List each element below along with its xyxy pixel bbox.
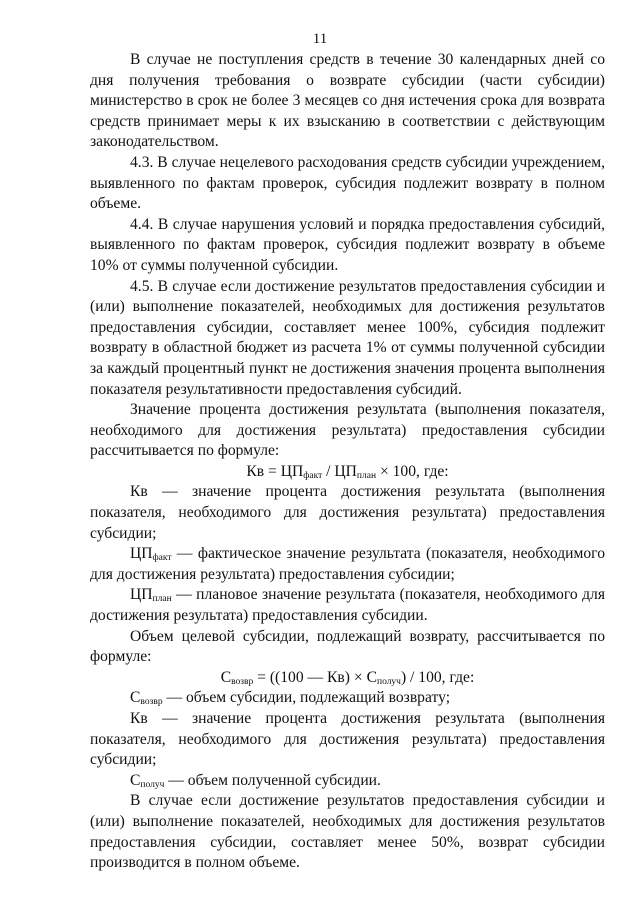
paragraph-refund-deadline: В случае не поступления средств в течение 30 календарных дней со дня получения требования о возврате субсидии (части субсидии) министерство в срок не более 3 месяцев со дня истечения срока для возврата средств принимает меры к их взысканию в соответствии с действующим законодательством.	[90, 51, 605, 151]
definition-cp-plan-sub: план	[152, 594, 172, 605]
definition-cp-plan-text: — плановое значение результата (показателя, необходимого для достижения результата) предоставления субсидии.	[90, 586, 605, 625]
definition-c-poluch-symbol: С	[130, 771, 141, 789]
formula-kv-lhs: Кв = ЦП	[246, 462, 304, 480]
formula-kv-sub-fact: факт	[303, 470, 323, 481]
definition-c-vozvr-sub: возвр	[140, 697, 163, 708]
definition-cp-fact-sub: факт	[152, 553, 172, 564]
formula-c-vozvr-a: С	[220, 668, 232, 686]
definition-c-poluch	[90, 771, 605, 792]
formula-c-vozvr-sub-vozvr: возвр	[231, 676, 254, 687]
definition-kv: Кв — значение процента достижения результата (выполнения показателя, необходимого для достижения результата) предоставления субсидии;	[90, 483, 605, 542]
formula-kv-mid: / ЦП	[322, 462, 357, 480]
formula-c-vozvr-sub-poluch: получ	[376, 676, 401, 687]
formula-c-vozvr-b: = ((100 — Кв) × С	[253, 668, 377, 686]
definition-c-vozvr	[90, 688, 605, 709]
formula-c-vozvr	[90, 668, 605, 689]
formula-kv-rhs: × 100, где:	[376, 462, 449, 480]
document-body	[90, 50, 605, 874]
definition-c-poluch-text: — объем полученной субсидии.	[164, 771, 381, 789]
paragraph-full-refund: В случае если достижение результатов предоставления субсидии и (или) выполнение показателей, необходимых для достижения результатов предоставления субсидии, составляет менее 50%, возврат субсидии производится в полном объеме.	[90, 792, 605, 872]
definition-cp-plan	[90, 585, 605, 626]
paragraph-kv-intro: Значение процента достижения результата (выполнения показателя, необходимого для достижения результата) предоставления субсидии рассчитывается по формуле:	[90, 401, 605, 460]
formula-kv	[90, 462, 605, 483]
definition-c-vozvr-text: — объем субсидии, подлежащий возврату;	[162, 689, 451, 707]
paragraph-refund-volume-intro: Объем целевой субсидии, подлежащий возврату, рассчитывается по формуле:	[90, 627, 605, 666]
definition-cp-fact-text: — фактическое значение результата (показателя, необходимого для достижения результата) предоставления субсидии;	[90, 545, 605, 583]
definition-c-poluch-sub: получ	[140, 779, 165, 790]
definition-cp-fact	[90, 544, 605, 585]
definition-c-vozvr-symbol: С	[130, 689, 141, 707]
formula-c-vozvr-c: ) / 100, где:	[400, 668, 475, 686]
paragraph-4-4: 4.4. В случае нарушения условий и порядка предоставления субсидий, выявленного по фактам проверок, субсидия подлежит возврату в объеме 10% от суммы полученной субсидии.	[90, 215, 605, 274]
formula-kv-sub-plan: план	[356, 470, 377, 481]
definition-kv-repeat: Кв — значение процента достижения результата (выполнения показателя, необходимого для достижения результата) предоставления субсидии;	[90, 710, 605, 769]
definition-cp-fact-symbol: ЦП	[130, 545, 153, 563]
paragraph-4-3: 4.3. В случае нецелевого расходования средств субсидии учреждением, выявленного по фактам проверок, субсидия подлежит возврату в полном объеме.	[90, 153, 605, 213]
page-number: 11	[312, 31, 328, 47]
paragraph-4-5: 4.5. В случае если достижение результатов предоставления субсидии и (или) выполнение показателей, необходимых для достижения результатов предоставления субсидии, составляет менее 100%, субсидия подлежит возврату в областной бюджет из расчета 1% от суммы полученной субсидии за каждый процентный пункт не достижения значения процента выполнения показателя результативности предоставления субсидий.	[90, 277, 605, 398]
definition-cp-plan-symbol: ЦП	[130, 586, 153, 604]
